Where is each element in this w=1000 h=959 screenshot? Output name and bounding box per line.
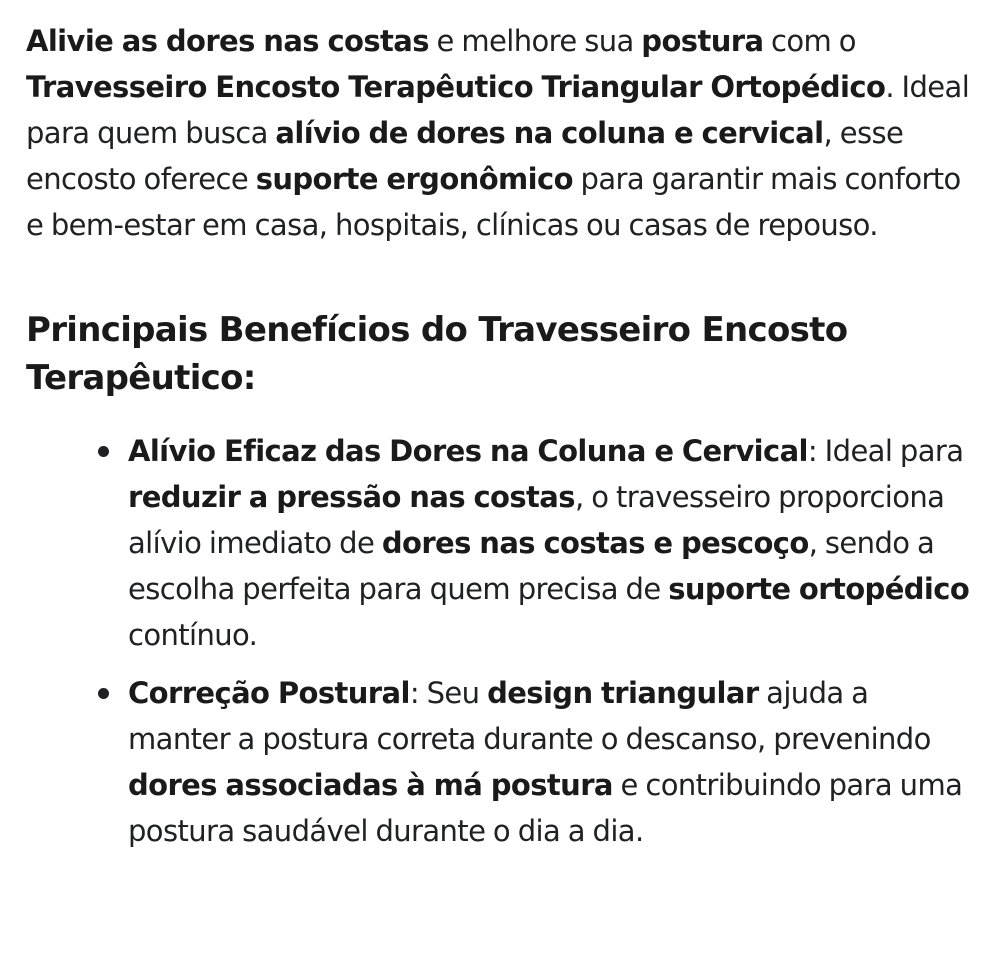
intro-text: para garantir mais conforto e bem-estar em casa, hospitais, clínicas ou casas de repouso. xyxy=(26,162,961,242)
intro-bold-text: postura xyxy=(641,24,764,58)
benefits-list xyxy=(26,428,976,854)
bullet-icon xyxy=(98,446,109,457)
intro-bold-text: Travesseiro Encosto Terapêutico Triangular Ortopédico xyxy=(26,70,886,104)
intro-bold-text: alívio de dores na coluna e cervical xyxy=(275,116,824,150)
benefit-text: , sendo a escolha perfeita para quem precisa de xyxy=(128,526,935,606)
benefit-title: Alívio Eficaz das Dores na Coluna e Cervical xyxy=(128,434,808,468)
benefit-bold-text: design triangular xyxy=(487,676,759,710)
intro-text: . Ideal para quem busca xyxy=(26,70,970,150)
benefit-item xyxy=(128,670,976,854)
intro-bold-text: suporte ergonômico xyxy=(255,162,573,196)
benefit-text: contínuo. xyxy=(128,618,258,652)
article-content xyxy=(26,18,976,866)
benefit-text: ajuda a manter a postura correta durante o descanso, prevenindo xyxy=(128,676,931,756)
benefit-bold-text: dores associadas à má postura xyxy=(128,768,613,802)
intro-text: com o xyxy=(763,24,856,58)
benefit-text: , o travesseiro proporciona alívio imediato de xyxy=(128,480,945,560)
intro-text: , esse encosto oferece xyxy=(26,116,904,196)
benefit-bold-text: suporte ortopédico xyxy=(668,572,970,606)
section-heading: Principais Benefícios do Travesseiro Encosto Terapêutico: xyxy=(26,310,848,398)
intro-text: e melhore sua xyxy=(428,24,642,58)
benefit-text: e contribuindo para uma postura saudável durante o dia a dia. xyxy=(128,768,963,848)
benefit-title: Correção Postural xyxy=(128,676,410,710)
benefit-text: : Seu xyxy=(409,676,488,710)
intro-paragraph xyxy=(26,18,976,248)
bullet-icon xyxy=(98,688,109,699)
intro-bold-text: Alivie as dores nas costas xyxy=(26,24,429,58)
benefit-bold-text: reduzir a pressão nas costas xyxy=(128,480,575,514)
benefit-bold-text: dores nas costas e pescoço xyxy=(381,526,809,560)
benefit-item xyxy=(128,428,976,658)
benefit-text: : Ideal para xyxy=(807,434,964,468)
